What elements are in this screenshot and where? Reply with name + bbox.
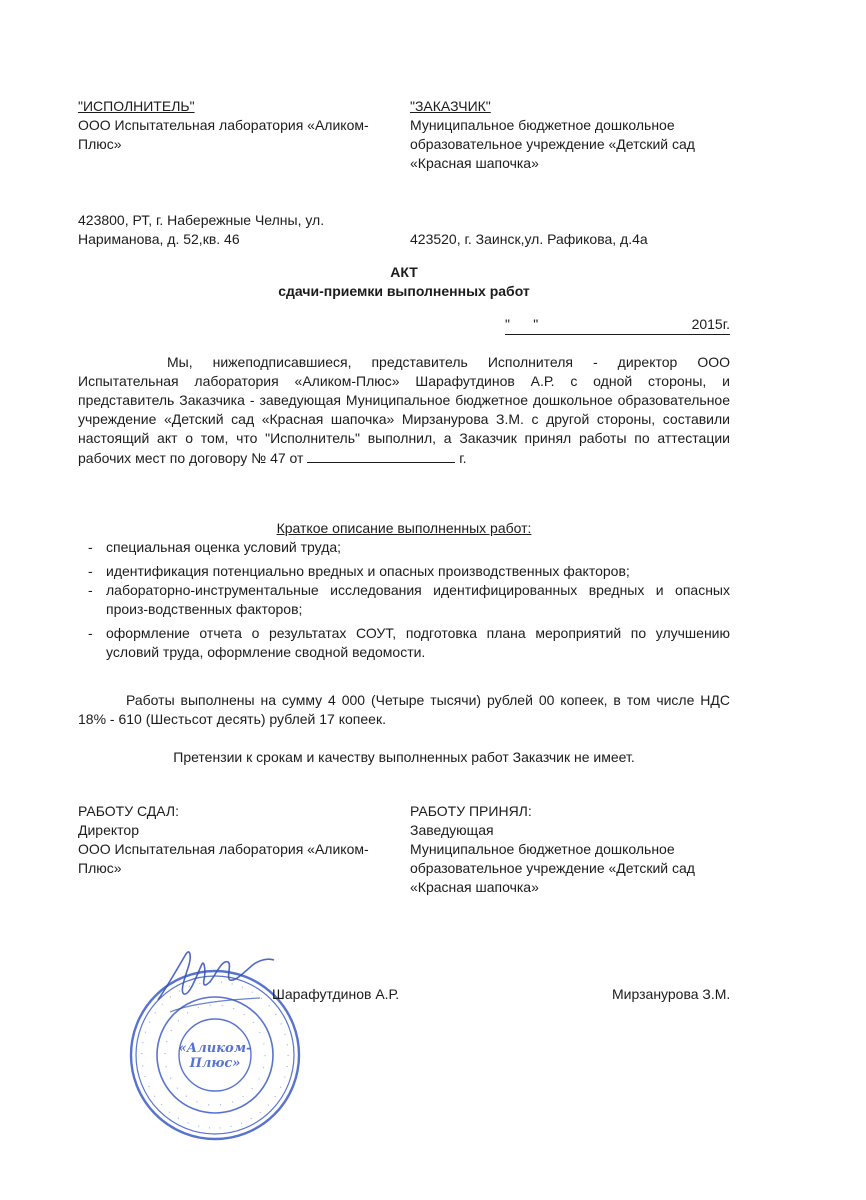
- customer-label: "ЗАКАЗЧИК": [410, 98, 491, 114]
- right-sign-org-line2: образовательное учреждение «Детский сад: [410, 860, 695, 876]
- customer-name-line3: «Красная шапочка»: [410, 155, 539, 171]
- main-paragraph-end: г.: [459, 450, 467, 466]
- stamp-center-top: «Аликом-: [178, 1041, 252, 1056]
- right-sign-org-line3: «Красная шапочка»: [410, 879, 539, 895]
- executor-address-line1: 423800, РТ, г. Набережные Челны, ул.: [78, 212, 325, 228]
- executor-signature: [150, 942, 280, 1022]
- works-item-3: [78, 581, 730, 619]
- works-item-bullet: -: [88, 582, 93, 598]
- left-signer-name: Шарафутдинов А.Р.: [272, 986, 400, 1002]
- right-signer-name: Мирзанурова З.М.: [612, 986, 731, 1002]
- svg-text:· · · · · · · · · · · · · · ·: · · · · · · · · · · · · · · · · · · · · · · · · · ·: [160, 1000, 270, 1110]
- left-sign-position: Директор: [78, 822, 139, 838]
- left-sign-heading: РАБОТУ СДАЛ:: [78, 803, 180, 819]
- act-date-quotes: " ": [505, 316, 539, 332]
- works-item-bullet: -: [88, 625, 93, 641]
- act-date-line: [505, 315, 730, 335]
- executor-label: "ИСПОЛНИТЕЛЬ": [78, 98, 195, 114]
- act-title: АКТ: [390, 264, 418, 280]
- claims-text: Претензии к срокам и качеству выполненных работ Заказчик не имеет.: [173, 749, 635, 765]
- act-date-year: 2015г.: [691, 316, 730, 332]
- works-item-4: [78, 624, 730, 662]
- main-paragraph-text: Мы, нижеподписавшиеся, представитель Исполнителя - директор ООО Испытательная лаборатория «Аликом-Плюс» Шарафутдинов А.Р. с одной стороны, и представитель Заказчика - заведующая Муниципальное бюджетное дошкольное образовательное учреждение «Детский сад «Красная шапочка» Мирзанурова З.М. с другой стороны, составили настоящий акт о том, что "Исполнитель" выполнил, а Заказчик принял работы по аттестации рабочих мест по договору № 47 от: [78, 354, 730, 466]
- main-paragraph: [78, 353, 730, 468]
- sum-paragraph: Работы выполнены на сумму 4 000 (Четыре тысячи) рублей 00 копеек, в том числе НДС 18% - 610 (Шестьсот десять) рублей 17 копеек.: [78, 692, 730, 727]
- contract-date-blank: [307, 448, 455, 463]
- right-sign-heading: РАБОТУ ПРИНЯЛ:: [410, 803, 532, 819]
- customer-address: 423520, г. Заинск,ул. Рафикова, д.4а: [410, 231, 648, 247]
- act-subtitle: сдачи-приемки выполненных работ: [278, 283, 530, 299]
- stamp-center-bottom: Плюс»: [189, 1056, 241, 1071]
- works-item-1: [78, 538, 730, 557]
- works-item-bullet: -: [88, 539, 93, 555]
- customer-name-line1: Муниципальное бюджетное дошкольное: [410, 117, 675, 133]
- executor-name: ООО Испытательная лаборатория «Аликом-Плюс»: [78, 117, 369, 152]
- executor-address-line2: Нариманова, д. 52,кв. 46: [78, 231, 240, 247]
- works-item-2: [78, 562, 730, 581]
- works-item-text: оформление отчета о результатах СОУТ, подготовка плана мероприятий по улучшению условий труда, оформление сводной ведомости.: [106, 625, 730, 660]
- works-item-text: идентификация потенциально вредных и опасных производственных факторов;: [106, 563, 630, 579]
- works-item-text: специальная оценка условий труда;: [106, 539, 342, 555]
- svg-text:· · · · · · · · · · · · · · ·: · · · · · · · · · · · · · · · · · · · · · · · · · · · · · · · · · · · · · · · · · ·: [137, 977, 293, 1133]
- right-sign-org-line1: Муниципальное бюджетное дошкольное: [410, 841, 675, 857]
- left-sign-org: ООО Испытательная лаборатория «Аликом-Плюс»: [78, 841, 369, 876]
- works-item-bullet: -: [88, 563, 93, 579]
- customer-name-line2: образовательное учреждение «Детский сад: [410, 136, 695, 152]
- works-heading: Краткое описание выполненных работ:: [276, 520, 532, 536]
- works-item-text: лабораторно-инструментальные исследования идентифицированных вредных и опасных произ-водственных факторов;: [106, 582, 730, 617]
- right-sign-position: Заведующая: [410, 822, 494, 838]
